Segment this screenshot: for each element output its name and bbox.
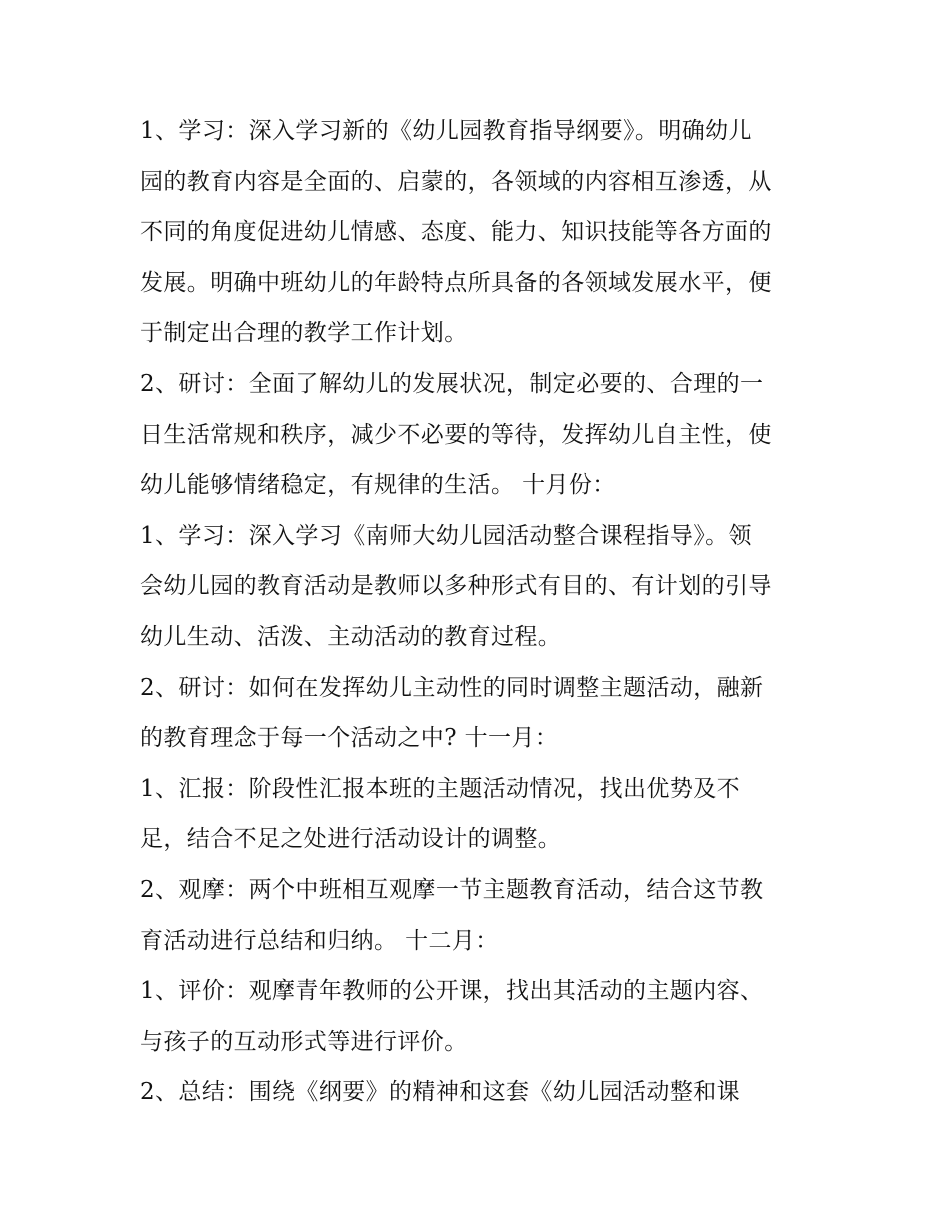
text-line: 幼儿生动、活泼、主动活动的教育过程。 — [140, 623, 562, 650]
text-line: 2、研讨：如何在发挥幼儿主动性的同时调整主题活动，融新 — [140, 674, 764, 701]
text-line: 育活动进行总结和归纳。 十二月： — [140, 927, 499, 954]
text-line: 幼儿能够情绪稳定，有规律的生活。 十月份： — [140, 472, 616, 499]
text-line: 2、观摩：两个中班相互观摩一节主题教育活动，结合这节教 — [140, 876, 764, 903]
text-line: 发展。明确中班幼儿的年龄特点所具备的各领域发展水平，便 — [140, 269, 772, 296]
text-line: 不同的角度促进幼儿情感、态度、能力、知识技能等各方面的 — [140, 219, 772, 246]
text-line: 1、评价：观摩青年教师的公开课，找出其活动的主题内容、 — [140, 978, 764, 1005]
text-line: 于制定出合理的教学工作计划。 — [140, 320, 468, 347]
text-line: 园的教育内容是全面的、启蒙的，各领域的内容相互渗透，从 — [140, 168, 772, 195]
text-line: 1、汇报：阶段性汇报本班的主题活动情况，找出优势及不 — [140, 775, 741, 802]
text-line: 的教育理念于每一个活动之中? 十一月： — [140, 725, 559, 752]
text-line: 日生活常规和秩序，减少不必要的等待，发挥幼儿自主性，使 — [140, 421, 772, 448]
text-line: 1、学习：深入学习新的《幼儿园教育指导纲要》。明确幼儿 — [140, 118, 752, 144]
text-line: 会幼儿园的教育活动是教师以多种形式有目的、有计划的引导 — [140, 573, 772, 600]
text-line: 2、研讨：全面了解幼儿的发展状况，制定必要的、合理的一 — [140, 370, 764, 397]
text-line: 2、总结：围绕《纲要》的精神和这套《幼儿园活动整和课 — [140, 1079, 741, 1106]
text-line: 与孩子的互动形式等进行评价。 — [140, 1028, 468, 1055]
document-body — [140, 106, 820, 1118]
text-line: 1、学习：深入学习《南师大幼儿园活动整合课程指导》。领 — [140, 522, 752, 549]
text-line: 足，结合不足之处进行活动设计的调整。 — [140, 826, 562, 853]
